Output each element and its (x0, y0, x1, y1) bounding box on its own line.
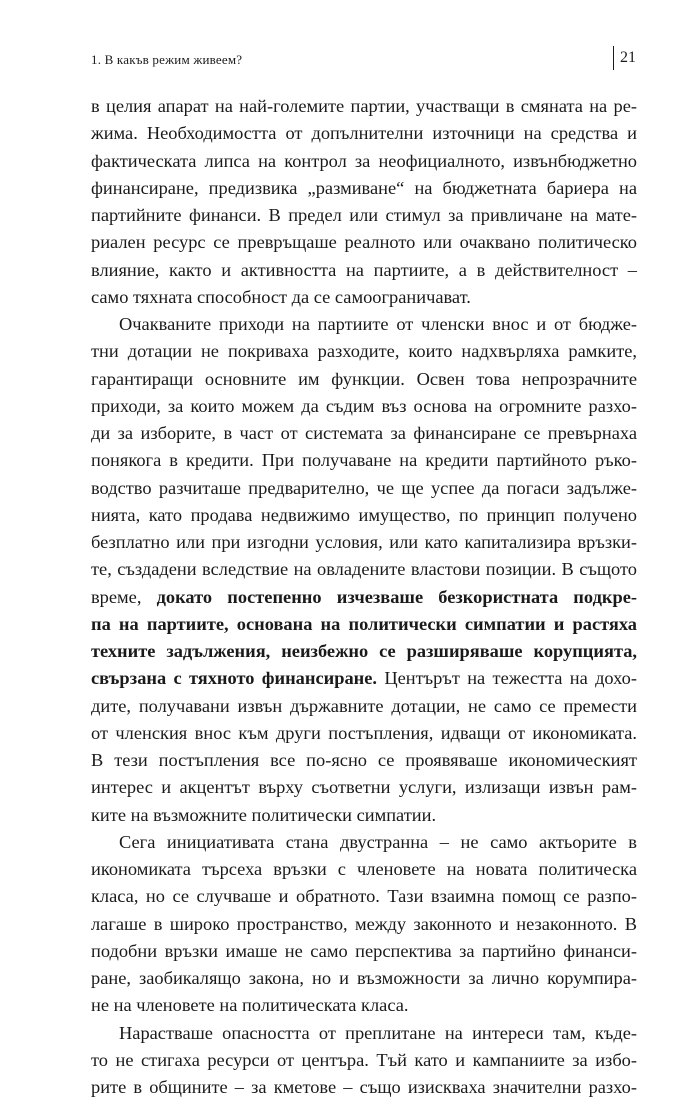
body-text (91, 93, 637, 1101)
text-line: ране, заобикалящо закона, но и възможности за лично корумпира- (91, 968, 637, 988)
text-line: подобни връзки имаше не само перспектива за партийно финанси- (91, 940, 637, 961)
text-line-mixed (91, 584, 637, 611)
text-line: в целия апарат на най-големите партии, участващи в смяната на ре- (91, 96, 637, 116)
text-line: финансиране, предизвика „размиване“ на бюджетната бариера на (91, 177, 637, 198)
text-line: Очакваните приходи на партиите от членски внос и от бюдже- (119, 314, 637, 334)
text-line: Нарастваше опасността от преплитане на интереси там, къде- (119, 1022, 637, 1043)
running-head-title: 1. В какъв режим живеем? (91, 52, 243, 67)
text-segment: Центърът на тежестта на дохо- (377, 668, 637, 689)
text-line: само тяхната способност да се самоограничават. (91, 286, 471, 307)
page-number: 21 (620, 49, 636, 66)
text-line: не на членовете на политическата класа. (91, 995, 409, 1016)
text-line: класа, но се случваше и обратното. Тази взаимна помощ се разпо- (91, 886, 637, 907)
page-header (91, 46, 636, 72)
text-line: партийните финанси. В предел или стимул за привличане на мате- (91, 205, 637, 225)
text-line: ди за изборите, в част от системата за финансиране се превърнаха (91, 423, 637, 443)
text-line: дите, получавани извън държавните дотации, не само се премести (91, 695, 637, 716)
text-line: понякога в кредити. При получаване на кредити партийното ръко- (91, 450, 637, 471)
text-line: безплатно или при изгодни условия, или като капитализира връзки- (91, 532, 637, 552)
text-line: жима. Необходимостта от допълнителни източници на средства и (91, 123, 637, 144)
text-line: гарантиращи основните им функции. Освен това непрозрачните (91, 368, 637, 389)
text-line: те, създадени вследствие на овладените властови позиции. В същото (91, 559, 637, 580)
text-line: интерес и акцентът върху съответни услуги, излизащи извън рам- (91, 777, 637, 798)
text-line: В тези постъпления все по-ясно се проявяваше икономическият (91, 750, 637, 770)
text-line: нията, като продава недвижимо имущество, по принцип получено (91, 504, 637, 525)
text-line: икономиката търсеха връзки с членовете на новата политическа (91, 859, 637, 879)
text-line: фактическата липса на контрол за неофициалното, извънбюджетно (91, 150, 637, 171)
text-line: то не стигаха ресурси от центъра. Тъй като и кампаниите за избо- (91, 1049, 637, 1070)
text-line: ките на възможните политически симпатии. (91, 804, 437, 825)
text-line: приходи, за които можем да съдим въз основа на огромните разхо- (91, 395, 637, 416)
bold-text-line: па на партиите, основана на политически симпатии и растяха (91, 613, 637, 634)
text-line: Сега инициативата стана двустранна – не само актьорите в (119, 831, 637, 852)
text-segment: време, (91, 586, 157, 607)
text-line: водство разчиташе предварително, че ще успее да погаси задълже- (91, 477, 637, 498)
bold-text-line: техните задължения, неизбежно се разширяваше корупцията, (91, 641, 637, 661)
bold-text-segment: свързана с тяхното финансиране. (91, 668, 378, 689)
text-line: риален ресурс се превръщаше реалното или очаквано политическо (91, 232, 637, 253)
text-line: лагаше в широко пространство, между законното и незаконното. В (91, 913, 637, 934)
text-line: влияние, както и активността на партиите, а в действителност – (91, 259, 637, 280)
header-divider (613, 46, 614, 70)
bold-text-segment: докато постепенно изчезваше безкористната подкре- (156, 586, 637, 607)
text-line: от членския внос към други постъпления, идващи от икономиката. (91, 722, 637, 743)
text-line: тни дотации не покриваха разходите, които надхвърляха рамките, (91, 341, 637, 362)
text-line: рите в общините – за кметове – също изискваха значителни разхо- (91, 1077, 637, 1097)
text-line-mixed (91, 665, 637, 692)
